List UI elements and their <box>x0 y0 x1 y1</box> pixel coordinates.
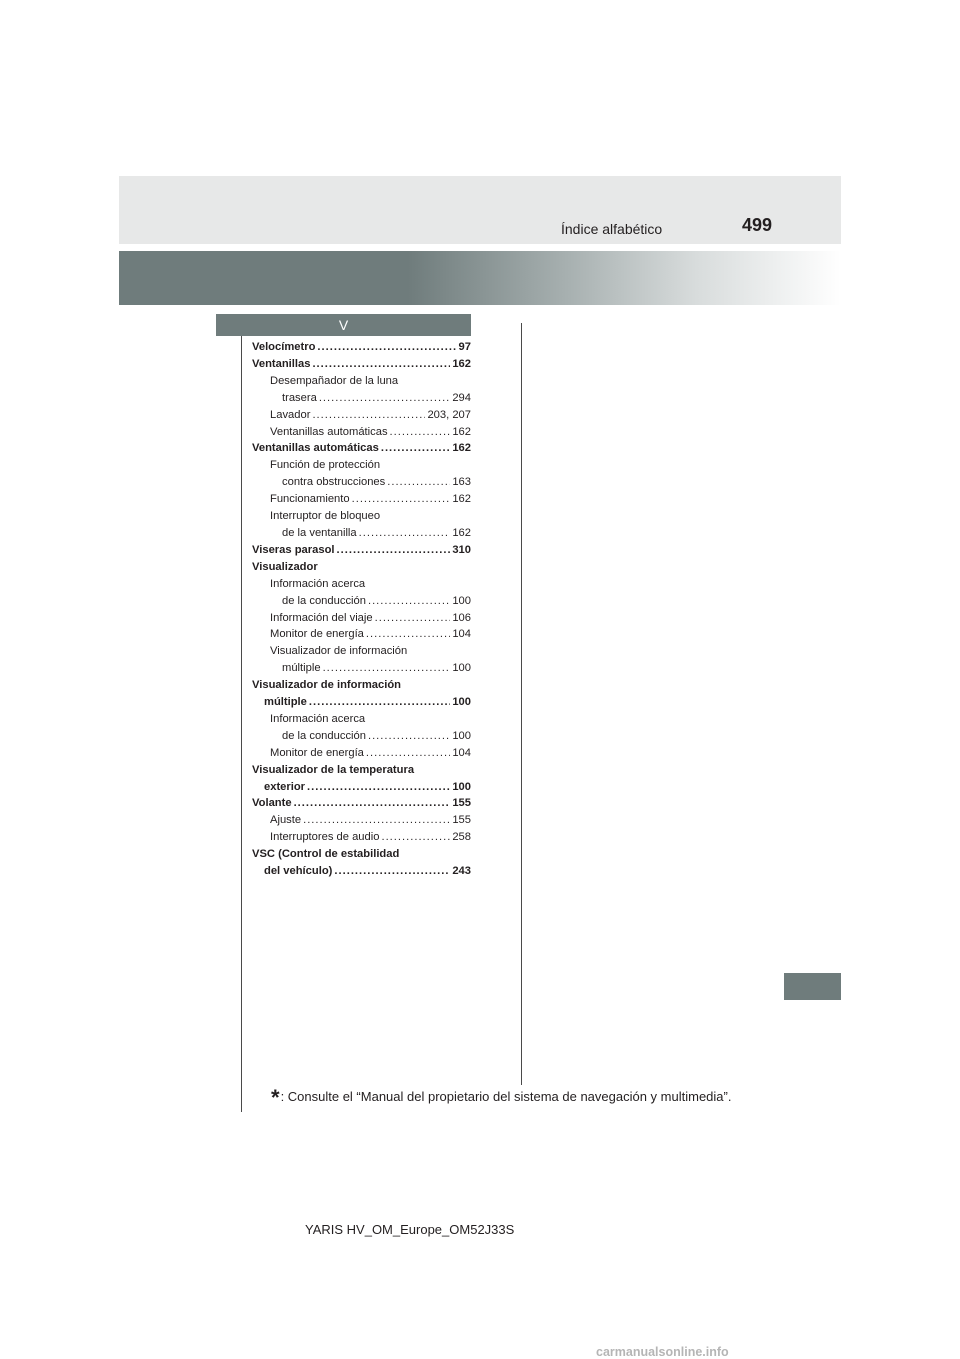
dot-leader <box>390 424 451 441</box>
footnote-text: : Consulte el “Manual del propietario del sistema de navegación y multimedia”. <box>280 1089 732 1104</box>
dot-leader <box>312 407 425 424</box>
dot-leader <box>294 795 451 812</box>
dot-leader <box>334 863 450 880</box>
index-entry <box>252 542 471 559</box>
index-page-ref: 100 <box>452 780 471 793</box>
index-entry-line <box>270 626 471 643</box>
index-entry <box>252 677 471 711</box>
index-entry-line <box>270 424 471 441</box>
index-entry-line <box>270 491 471 508</box>
index-subentry <box>252 491 471 508</box>
index-entry-text: múltiple <box>264 696 307 709</box>
index-entry-line <box>252 779 471 796</box>
index-entry-text: Función de protección <box>270 459 381 472</box>
index-entry <box>252 559 471 576</box>
index-page-ref: 155 <box>452 797 471 810</box>
index-entry-text: Viseras parasol <box>252 543 335 556</box>
index-entry-line <box>270 407 471 424</box>
index-subentry <box>252 373 471 407</box>
index-entry-line <box>252 356 471 373</box>
dot-leader <box>368 593 450 610</box>
index-entry <box>252 339 471 356</box>
index-entry-text: Velocímetro <box>252 341 316 353</box>
index-entry-text: Funcionamiento <box>270 493 350 506</box>
index-entry-text: Visualizador <box>252 560 318 573</box>
index-entry-line <box>270 457 471 474</box>
index-list <box>252 339 471 880</box>
index-entry-line <box>252 339 471 356</box>
dot-leader <box>307 779 450 796</box>
document-id: YARIS HV_OM_Europe_OM52J33S <box>305 1222 515 1237</box>
index-entry-text: Ventanillas automáticas <box>252 442 379 455</box>
index-entry-line <box>252 795 471 812</box>
dot-leader <box>337 542 451 559</box>
index-entry-text: Información del viaje <box>270 611 373 624</box>
index-entry-text: Interruptores de audio <box>270 831 380 844</box>
index-subentry <box>252 643 471 677</box>
index-entry-line <box>270 390 471 407</box>
index-entry-line <box>270 525 471 542</box>
dot-leader <box>368 728 450 745</box>
column-divider-right <box>521 323 522 1085</box>
dot-leader <box>309 694 450 711</box>
index-entry-line <box>270 508 471 525</box>
dot-leader <box>387 474 450 491</box>
index-entry-text: Ventanillas <box>252 357 311 370</box>
index-entry-text: exterior <box>264 780 306 793</box>
index-page-ref: 243 <box>452 865 471 878</box>
index-subentry <box>252 424 471 441</box>
index-page-ref: 310 <box>452 543 471 556</box>
index-entry-text: de la conducción <box>282 729 366 742</box>
dot-leader <box>352 491 451 508</box>
footnote-marker: * <box>271 1085 280 1110</box>
index-entry-text: Ventanillas automáticas <box>270 425 388 438</box>
index-letter-heading: V <box>216 314 471 336</box>
index-page-ref: 162 <box>452 442 471 455</box>
index-entry-line <box>252 762 471 779</box>
index-page-ref: 162 <box>452 357 471 370</box>
index-entry-line <box>252 440 471 457</box>
dot-leader <box>366 626 450 643</box>
index-page-ref: 100 <box>452 696 471 709</box>
index-entry <box>252 762 471 796</box>
dot-leader <box>359 525 451 542</box>
index-entry-line <box>270 474 471 491</box>
footnote <box>271 1085 731 1111</box>
index-entry-text: Monitor de energía <box>270 746 364 759</box>
index-entry-line <box>270 610 471 627</box>
index-entry-text: Información acerca <box>270 712 366 725</box>
index-page-ref: 104 <box>452 628 471 641</box>
index-page-ref: 203, 207 <box>427 408 471 421</box>
index-entry-line <box>270 643 471 660</box>
index-entry-line <box>270 812 471 829</box>
index-entry-line <box>252 677 471 694</box>
index-entry <box>252 356 471 373</box>
index-entry-text: Interruptor de bloqueo <box>270 510 381 523</box>
index-subentry <box>252 576 471 610</box>
index-entry-text: trasera <box>282 391 317 404</box>
index-subentry <box>252 626 471 643</box>
header-band <box>119 176 841 244</box>
index-subentry <box>252 745 471 762</box>
index-entry-text: de la ventanilla <box>282 526 357 539</box>
dot-leader <box>381 829 450 846</box>
dot-leader <box>366 745 450 762</box>
index-entry <box>252 795 471 812</box>
index-entry-line <box>252 542 471 559</box>
index-page-ref: 100 <box>452 729 471 742</box>
index-entry-line <box>270 711 471 728</box>
index-page-ref: 162 <box>452 493 471 506</box>
index-page-ref: 258 <box>452 831 471 844</box>
index-entry <box>252 440 471 457</box>
index-entry-text: Volante <box>252 797 292 810</box>
index-subentry <box>252 457 471 491</box>
header-gradient-bar <box>119 251 841 305</box>
index-entry <box>252 846 471 880</box>
index-page-ref: 100 <box>452 594 471 607</box>
dot-leader <box>312 356 450 373</box>
index-page-ref: 106 <box>452 611 471 624</box>
dot-leader <box>381 440 450 457</box>
index-entry-text: Información acerca <box>270 577 366 590</box>
index-entry-text: Visualizador de información <box>252 679 401 692</box>
index-subentry <box>252 711 471 745</box>
watermark: carmanualsonline.info <box>596 1345 729 1359</box>
index-subentry <box>252 812 471 829</box>
dot-leader <box>303 812 450 829</box>
index-entry-line <box>270 728 471 745</box>
index-subentry <box>252 407 471 424</box>
index-page-ref: 97 <box>458 341 471 353</box>
index-page-ref: 104 <box>452 746 471 759</box>
index-entry-text: Monitor de energía <box>270 628 364 641</box>
index-page-ref: 163 <box>452 476 471 489</box>
index-page-ref: 155 <box>452 814 471 827</box>
section-side-tab <box>784 973 841 1000</box>
index-entry-line <box>252 694 471 711</box>
index-entry-line <box>270 829 471 846</box>
index-entry-line <box>270 373 471 390</box>
index-entry-text: contra obstrucciones <box>282 476 386 489</box>
index-subentry <box>252 829 471 846</box>
index-entry-text: Desempañador de la luna <box>270 374 399 387</box>
index-entry-line <box>252 846 471 863</box>
index-entry-line <box>270 745 471 762</box>
index-entry-text: Visualizador de información <box>270 645 408 658</box>
dot-leader <box>319 390 451 407</box>
index-entry-text: Visualizador de la temperatura <box>252 763 415 776</box>
index-entry-line <box>270 660 471 677</box>
index-entry-text: de la conducción <box>282 594 366 607</box>
index-entry-text: VSC (Control de estabilidad <box>252 848 400 861</box>
dot-leader <box>375 610 451 627</box>
index-entry-text: del vehículo) <box>264 865 333 878</box>
index-entry-line <box>252 863 471 880</box>
index-page-ref: 100 <box>452 662 471 675</box>
index-entry-line <box>252 559 471 576</box>
dot-leader <box>317 339 456 356</box>
index-entry-line <box>270 576 471 593</box>
dot-leader <box>323 660 451 677</box>
index-page-ref: 162 <box>452 526 471 539</box>
page-number: 499 <box>742 215 773 235</box>
column-divider-left <box>241 336 242 1112</box>
index-entry-text: Ajuste <box>270 814 302 827</box>
index-entry-text: múltiple <box>282 662 321 675</box>
index-entry-text: Lavador <box>270 408 311 421</box>
index-entry-line <box>270 593 471 610</box>
index-subentry <box>252 610 471 627</box>
index-page-ref: 294 <box>452 391 471 404</box>
index-subentry <box>252 508 471 542</box>
section-title: Índice alfabético <box>561 221 663 237</box>
index-page-ref: 162 <box>452 425 471 438</box>
